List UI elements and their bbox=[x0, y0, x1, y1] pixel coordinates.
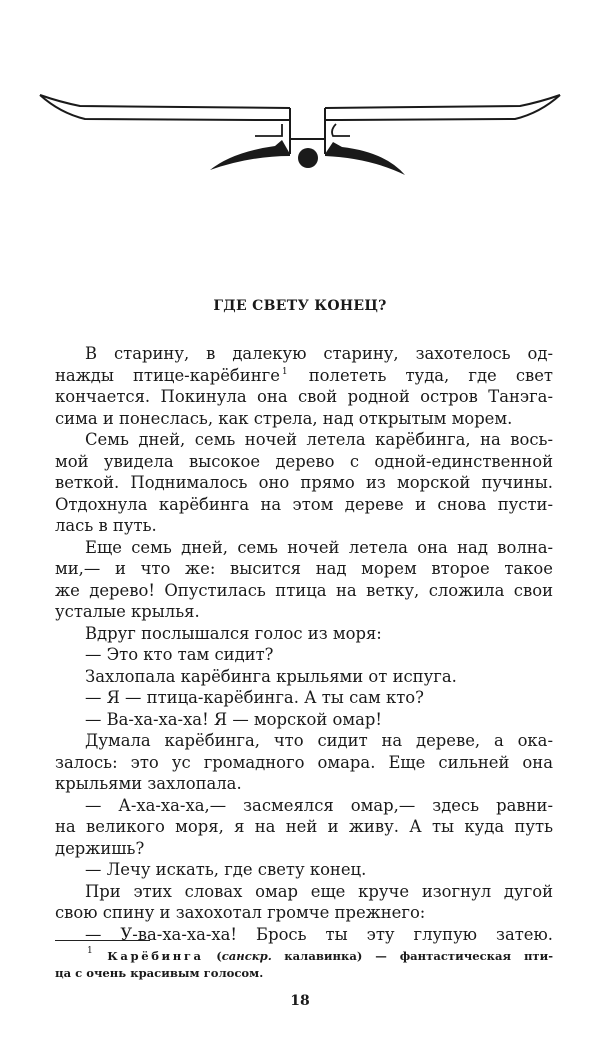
text-line: При этих словах омар еще круче изогнул дугой bbox=[85, 881, 553, 901]
text-line: лась в путь. bbox=[55, 516, 157, 535]
text-line: Отдохнула карёбинга на этом дереве и снова пусти- bbox=[55, 494, 553, 514]
text-line: кончается. Покинула она свой родной остров Танэга- bbox=[55, 387, 553, 406]
text-line: держишь? bbox=[55, 838, 145, 858]
text-segment: полететь туда, где свет bbox=[308, 365, 553, 385]
footnote-gloss: калавинка) bbox=[284, 949, 363, 963]
text-line: — Я — птица-карёбинга. А ты сам кто? bbox=[85, 688, 424, 707]
text-line: Вдруг послышался голос из моря: bbox=[85, 623, 382, 643]
text-line: усталые крылья. bbox=[55, 602, 200, 621]
footnote-divider bbox=[55, 940, 150, 941]
story-body bbox=[55, 343, 553, 945]
text-line: свою спину и захохотал громче прежнего: bbox=[55, 903, 426, 922]
text-line: — А-ха-ха-ха,— засмеялся омар,— здесь равни- bbox=[85, 795, 553, 815]
text-line: — У-ва-ха-ха-ха! Брось ты эту глупую затею. bbox=[85, 924, 553, 944]
text-line bbox=[55, 365, 553, 387]
text-line: В старину, в далекую старину, захотелось од- bbox=[85, 344, 553, 363]
winged-headpiece-ornament-icon bbox=[0, 80, 600, 175]
text-line: Еще семь дней, семь ночей летела она над волна- bbox=[85, 537, 553, 557]
text-line: залось: это ус громадного омара. Еще сильней она bbox=[55, 752, 553, 772]
page-number: 18 bbox=[290, 993, 310, 1009]
footnote-term: Карёбинга bbox=[107, 949, 204, 963]
text-line: мой увидела высокое дерево с одной-единственной bbox=[55, 451, 553, 471]
footnote-mark: 1 bbox=[87, 946, 93, 956]
text-line: Семь дней, семь ночей летела карёбинга, на вось- bbox=[85, 430, 553, 449]
text-line: веткой. Поднималось оно прямо из морской пучины. bbox=[55, 473, 553, 492]
text-line: на великого моря, я на ней и живу. А ты куда путь bbox=[55, 817, 553, 836]
footnote-lang-label: санскр. bbox=[221, 949, 272, 963]
text-line: крыльями захлопала. bbox=[55, 774, 242, 793]
text-line: Думала карёбинга, что сидит на дереве, а ока- bbox=[85, 731, 553, 750]
story-title: ГДЕ СВЕТУ КОНЕЦ? bbox=[213, 298, 387, 314]
text-line: — Это кто там сидит? bbox=[85, 645, 274, 664]
text-segment: нажды птице-карёбинге bbox=[55, 365, 280, 385]
text-line: — Лечу искать, где свету конец. bbox=[85, 860, 367, 879]
text-line: Захлопала карёбинга крыльями от испуга. bbox=[85, 666, 457, 686]
text-line: сима и понеслась, как стрела, над открытым морем. bbox=[55, 408, 513, 428]
footnote-line-1 bbox=[55, 948, 553, 965]
footnote-line-2: ца с очень красивым голосом. bbox=[55, 966, 264, 980]
paren: ( bbox=[216, 949, 222, 963]
footnote-definition-1: — фантастическая пти- bbox=[362, 949, 554, 963]
footnote bbox=[55, 948, 553, 982]
text-line: — Ва-ха-ха-ха! Я — морской омар! bbox=[85, 709, 382, 729]
footnote-reference[interactable]: 1 bbox=[281, 366, 288, 377]
text-line: ми,— и что же: высится над морем второе такое bbox=[55, 559, 553, 578]
text-line: же дерево! Опустилась птица на ветку, сложила свои bbox=[55, 580, 553, 600]
